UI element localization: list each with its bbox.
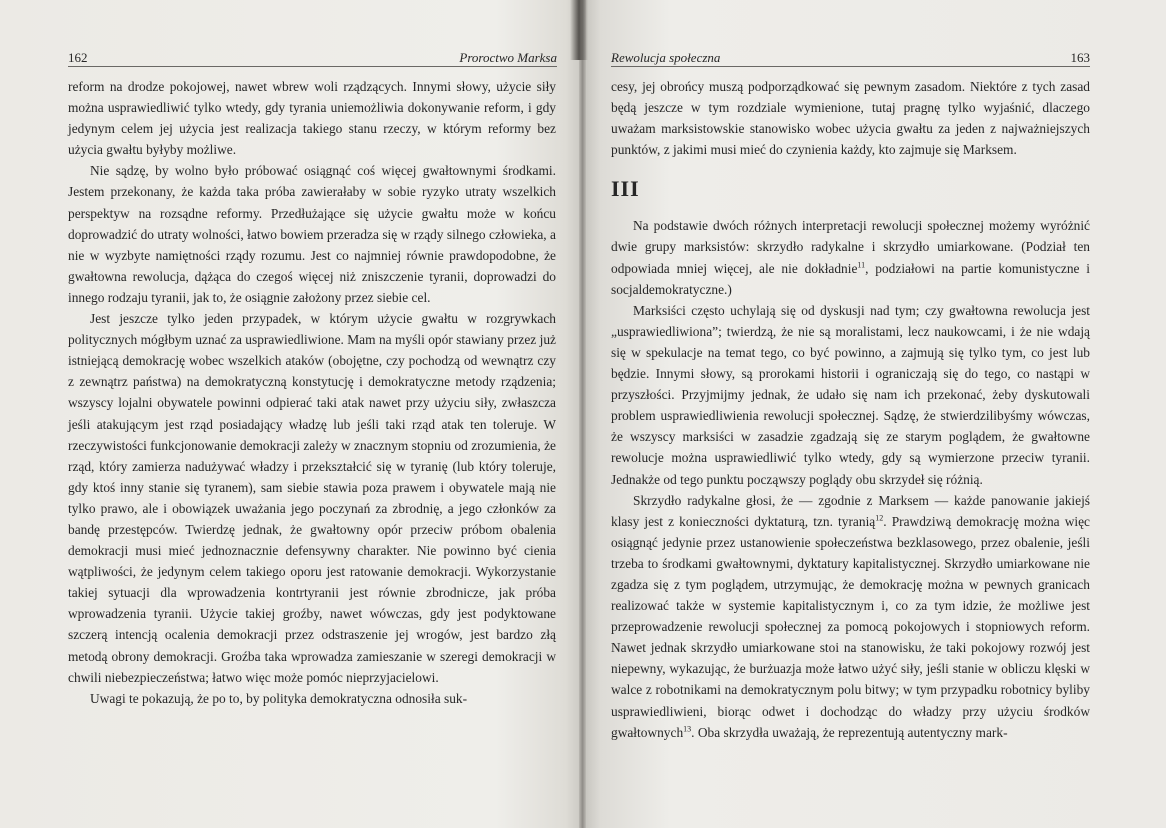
text-run: , podziałowi na partie komunistyczne i socjaldemokratyczne.) xyxy=(611,260,1090,297)
footnote-ref: 13 xyxy=(683,724,692,734)
text-run: Na podstawie dwóch różnych interpretacji rewolucji społecznej możemy wyróżnić dwie grupy marksistów: skrzydło radykalne i skrzydło umiarkowane. (Podział ten odpowiada mniej więcej, ale nie dokładnie xyxy=(611,218,1090,276)
paragraph: Nie sądzę, by wolno było próbować osiągnąć coś więcej gwałtownymi środkami. Jestem przekonany, że każda taka próba zawierałaby w sobie ryzyko utraty wszelkich perspektyw na rozsądne reformy. Przedłużające się użycie gwałtu może w końcu doprowadzić do utraty wolności, łatwo bowiem przeradza się w rządy silnego człowieka, a nie w wyzbyte namiętności rządy rozumu. Jest co najmniej równie prawdopodobne, że gwałtowna rewolucja, dążąca do czegoś więcej niż zniszczenie tyranii, doprowadzi do innego rodzaju tyranii, jak to, że osiągnie założony przez siebie cel. xyxy=(68,163,556,305)
section-heading: III xyxy=(611,176,640,202)
right-page xyxy=(583,0,1166,828)
page-number: 163 xyxy=(1070,50,1090,65)
text-run: Skrzydło radykalne głosi, że — zgodnie z Marksem — każde panowanie jakiejś klasy jest z konieczności dyktaturą, tzn. tyranią xyxy=(611,492,1090,529)
paragraph: cesy, jej obrońcy muszą podporządkować się pewnym zasadom. Niektóre z tych zasad będą jeszcze w tym rozdziale wymienione, tutaj pragnę tylko wyjaśnić, dlaczego uważam marksistowskie stanowisko wobec użycia gwałtu za jeden z najważniejszych punktów, z jakimi musi mieć do czynienia każdy, kto zajmuje się Marksem. xyxy=(611,79,1090,158)
book-gutter xyxy=(579,0,586,828)
paragraph: reform na drodze pokojowej, nawet wbrew woli rządzących. Innymi słowy, użycie siły można usprawiedliwić tylko wtedy, gdy tyrania uniemożliwia dokonywanie reform, i gdy jedynym celem jej użycia jest realizacja takiego stanu rzeczy, w którym reformy bez użycia gwałtu byłyby możliwe. xyxy=(68,79,556,158)
header-rule xyxy=(68,66,557,67)
right-header xyxy=(611,44,1090,66)
left-body-text xyxy=(68,76,556,709)
text-run: . Oba skrzydła uważają, że reprezentują autentyczny mark- xyxy=(691,724,1008,740)
left-header xyxy=(68,44,557,66)
paragraph: Uwagi te pokazują, że po to, by polityka demokratyczna odnosiła suk- xyxy=(90,690,468,706)
paragraph xyxy=(611,490,1090,743)
footnote-ref: 12 xyxy=(875,513,884,523)
text-run: . Prawdziwą demokrację można więc osiągnąć jedynie przez ustanowienie społeczeństwa bezklasowego, przez obalenie, jeśli trzeba to środkami gwałtownymi, dyktatury kapitalistycznej. Skrzydło umiarkowane nie zgadza się z tym poglądem, utrzymując, że demokrację można w pewnych granicach realizować także w systemie kapitalistycznym i, co za tym idzie, że możliwe jest przeprowadzenie rewolucji społecznej za pomocą pokojowych i stopniowych reform. Nawet jednak skrzydło umiarkowane stoi na stanowisku, że taki pokojowy rozwój jest niepewny, wykazując, że burżuazja może łatwo użyć siły, jeśli stanie w obliczu klęski w walce z robotnikami na demokratycznym polu bitwy; w tym przypadku robotnicy byliby usprawiedliwieni, biorąc odwet i dochodząc do władzy przy użyciu środków gwałtownych xyxy=(611,513,1090,740)
running-head: Proroctwo Marksa xyxy=(459,50,557,65)
paragraph: Marksiści często uchylają się od dyskusji nad tym; czy gwałtowna rewolucja jest „usprawiedliwiona”; twierdzą, że nie są moralistami, lecz naukowcami, i że nie wdają się w spekulacje na temat tego, co być powinno, a zajmują się tylko tym, co jest lub będzie. Innymi słowy, są prorokami historii i ograniczają się do tego, co nastąpi w przyszłości. Przyjmijmy jednak, że udało się nam ich przekonać, żeby dyskutowali problem usprawiedliwienia rewolucji społecznej. Sądzę, że stwierdzilibyśmy wówczas, że wszyscy marksiści w zasadzie zgadzają się ze starym poglądem, że gwałtowne rewolucje można usprawiedliwić tylko wtedy, gdy są wymierzone przeciw tyranii. Jednakże od tego punktu począwszy poglądy obu skrzydeł się różnią. xyxy=(611,302,1090,487)
right-body-text xyxy=(611,76,1090,743)
running-head: Rewolucja społeczna xyxy=(611,50,721,65)
paragraph: Jest jeszcze tylko jeden przypadek, w którym użycie gwałtu w rozgrywkach politycznych mógłbym uznać za usprawiedliwione. Mam na myśli opór stawiany przez już istniejącą demokrację wobec wszelkich ataków (obojętne, czy pochodzą od wewnątrz czy z zewnątrz państwa) na demokratyczną konstytucję i demokratyczne metody rządzenia; wszyscy lojalni obywatele powinni odpierać taki atak nawet przy użyciu siły, zwłaszcza jeśli atakującym jest rząd posiadający władzę lub jeśli taki rząd atak ten toleruje. W rzeczywistości funkcjonowanie demokracji zależy w znacznym stopniu od zrozumienia, że rząd, który zamierza nadużywać władzy i przekształcić się w tyranię (lub który toleruje, gdy ktoś inny stanie się tyranem), sam siebie stawia poza prawem i obywatele mają nie tylko prawo, ale i obowiązek uważania jego poczynań za zbrodnię, a jego członków za bandę przestępców. Twierdzę jednak, że gwałtowny opór przeciw próbom obalenia demokracji musi mieć jednoznacznie defensywny charakter. Nie powinno być cienia wątpliwości, że jedynym celem takiego oporu jest ratowanie demokracji. Wykorzystanie takiej sytuacji dla wprowadzenia kontrtyranii jest równie zbrodnicze, jak próba wprowadzenia tyranii. Użycie takiej groźby, nawet wówczas, gdy jest podyktowane szczerą intencją ocalenia demokracji przez odstraszenie jej wrogów, jest bardzo złą metodą obrony demokracji. Groźba taka wprowadza zamieszanie w szeregi demokracji w chwili niebezpieczeństwa; łatwo więc może pomóc nieprzyjacielowi. xyxy=(68,311,556,685)
page-number: 162 xyxy=(68,50,88,65)
footnote-ref: 11 xyxy=(857,260,866,270)
paragraph xyxy=(611,215,1090,299)
header-rule xyxy=(611,66,1090,67)
gutter-shadow xyxy=(570,0,588,60)
